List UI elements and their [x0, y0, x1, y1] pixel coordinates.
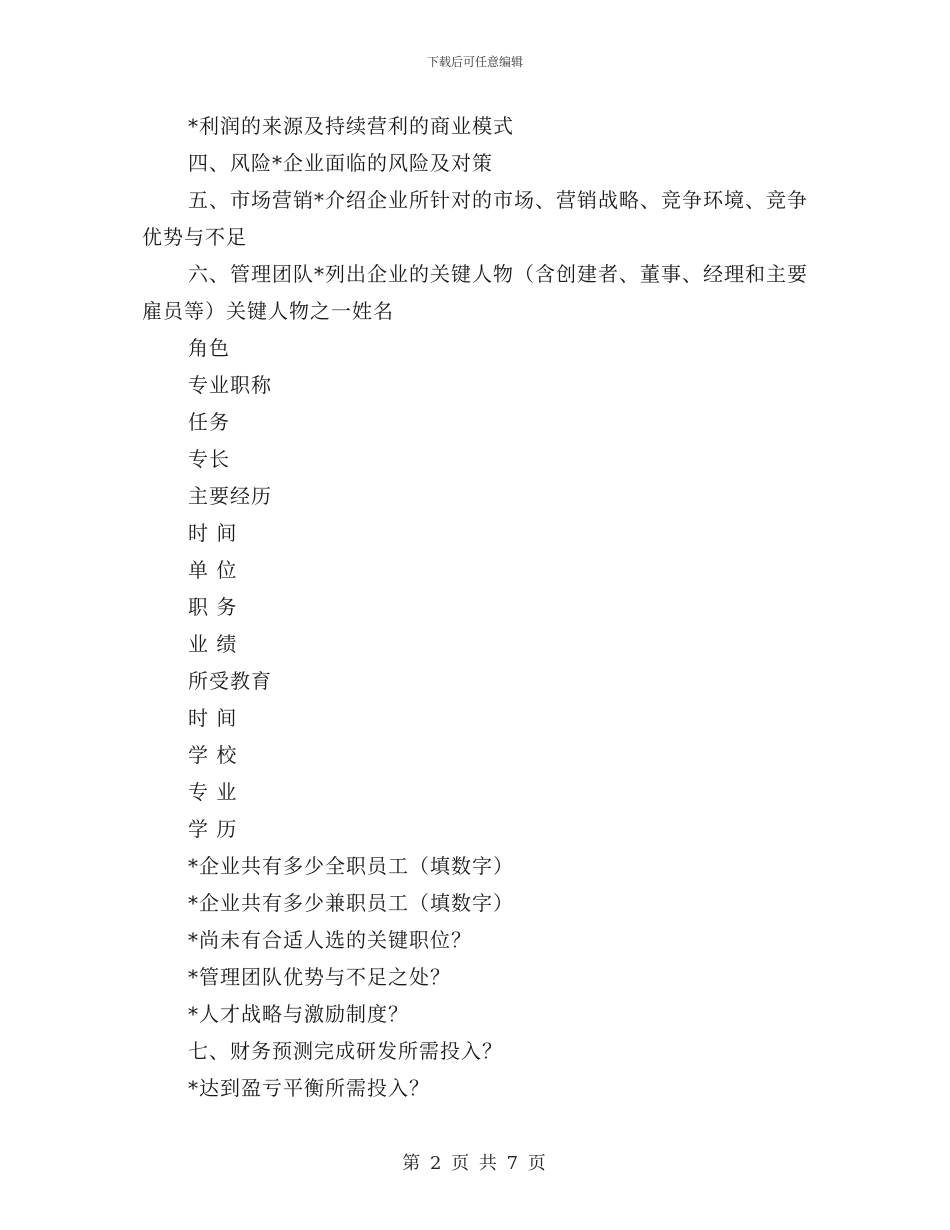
paragraph: 六、管理团队*列出企业的关键人物（含创建者、董事、经理和主要雇员等）关键人物之一姓名: [142, 262, 808, 323]
paragraph: *企业共有多少兼职员工（填数字）: [188, 891, 514, 915]
paragraph: 主要经历: [188, 484, 272, 508]
paragraph: 专长: [188, 447, 230, 471]
paragraph: 五、市场营销*介绍企业所针对的市场、营销战略、竞争环境、竞争优势与不足: [142, 188, 808, 249]
paragraph: *人才战略与激励制度？: [188, 1002, 409, 1026]
paragraph: 单 位: [188, 558, 238, 582]
paragraph: *达到盈亏平衡所需投入？: [188, 1076, 430, 1100]
paragraph: 角色: [188, 336, 230, 360]
paragraph: 业 绩: [188, 632, 238, 656]
paragraph: 专业职称: [188, 373, 272, 397]
page-header: 下载后可任意编辑: [426, 55, 523, 69]
paragraph: 职 务: [188, 595, 238, 619]
paragraph: 学 校: [188, 743, 238, 767]
paragraph: 时 间: [188, 521, 238, 545]
page-footer: 第 2 页 共 7 页: [402, 1153, 548, 1174]
paragraph: 时 间: [188, 706, 238, 730]
paragraph: 七、财务预测完成研发所需投入？: [188, 1039, 503, 1063]
paragraph: 任务: [188, 410, 230, 434]
paragraph: *尚未有合适人选的关键职位？: [188, 928, 472, 952]
document-body: [142, 108, 810, 1107]
paragraph: *企业共有多少全职员工（填数字）: [188, 854, 514, 878]
paragraph: *管理团队优势与不足之处？: [188, 965, 451, 989]
paragraph: 学 历: [188, 817, 238, 841]
paragraph: 四、风险*企业面临的风险及对策: [188, 151, 493, 175]
paragraph: 专 业: [188, 780, 238, 804]
paragraph: *利润的来源及持续营利的商业模式: [188, 114, 514, 138]
paragraph: 所受教育: [188, 669, 272, 693]
